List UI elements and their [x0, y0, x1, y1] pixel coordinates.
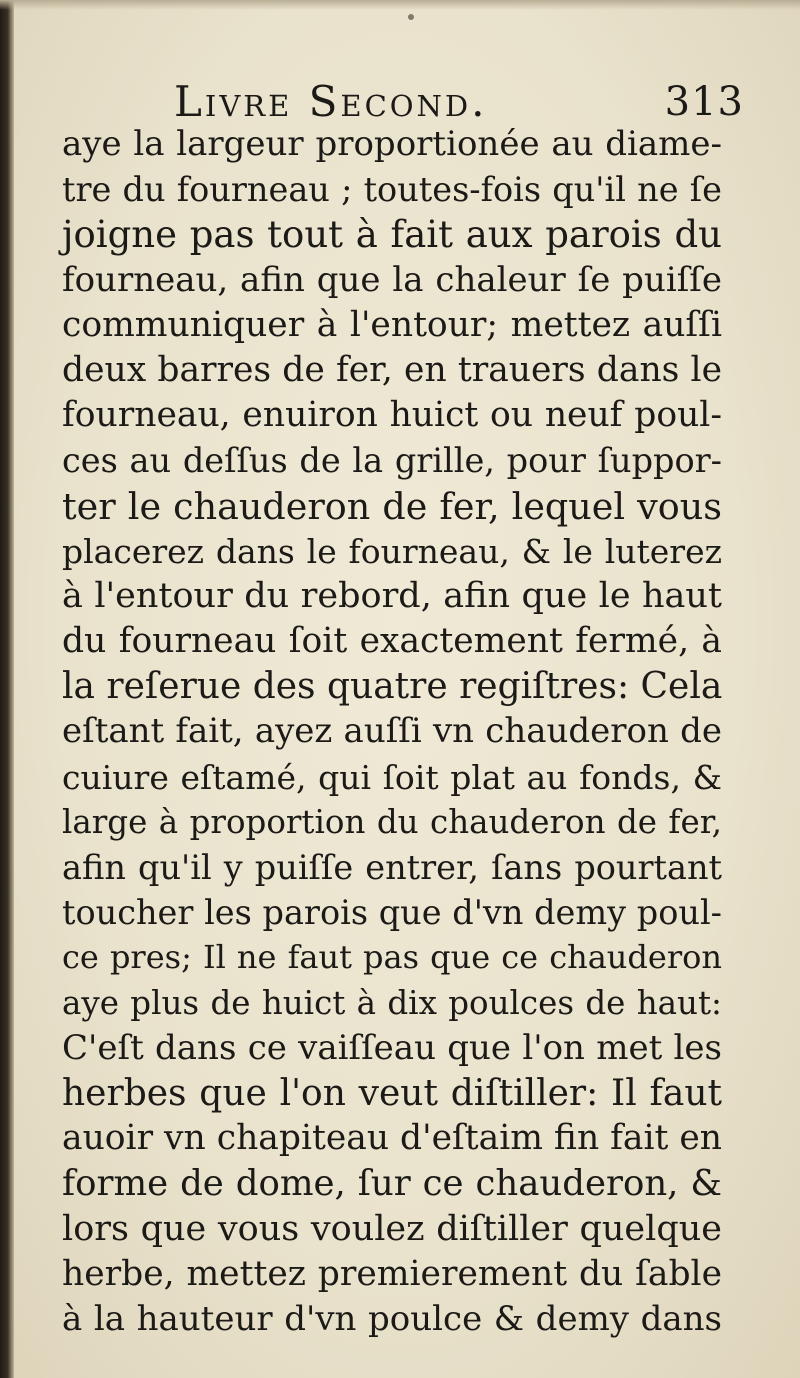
body-text	[62, 122, 722, 1342]
text-line: auoir vn chapiteau d'eſtaim fin fait en	[62, 1118, 722, 1159]
text-line: aye la largeur proportionée au diame-	[62, 124, 722, 164]
text-line: communiquer à l'entour; mettez auſſi	[62, 304, 722, 345]
text-line: à la hauteur d'vn poulce & demy dans	[62, 1298, 722, 1339]
text-line: large à proportion du chauderon de fer,	[62, 802, 722, 841]
page-number: 313	[664, 79, 744, 125]
text-line: C'eſt dans ce vaiſſeau que l'on met les	[62, 1027, 722, 1068]
text-line: cuiure eſtamé, qui ſoit plat au fonds, &	[62, 757, 722, 797]
text-line: à l'entour du rebord, afin que le haut	[62, 575, 722, 616]
text-line: toucher les parois que d'vn demy poul-	[62, 893, 722, 933]
text-line: afin qu'il y puiſſe entrer, ſans pourtant	[62, 848, 722, 887]
text-line: herbe, mettez premierement du ſable	[62, 1253, 722, 1294]
text-line: eſtant fait, ayez auſſi vn chauderon de	[62, 711, 722, 752]
text-line: placerez dans le fourneau, & le luterez	[62, 531, 722, 571]
page-top-shadow	[0, 0, 800, 10]
text-line: la reſerue des quatre regiſtres: Cela	[62, 666, 723, 708]
text-line: ter le chauderon de fer, lequel vous	[62, 484, 722, 528]
ink-speck	[408, 14, 414, 20]
text-line: herbes que l'on veut diſtiller: Il faut	[62, 1072, 722, 1114]
text-line: fourneau, enuiron huict ou neuf poul-	[62, 395, 722, 436]
text-line: ces au deſſus de la grille, pour ſuppor-	[62, 441, 722, 481]
text-line: joigne pas tout à fait aux parois du	[62, 213, 722, 257]
text-line: aye plus de huict à dix poulces de haut:	[62, 983, 722, 1022]
text-line: ce pres; Il ne faut pas que ce chauderon	[62, 938, 722, 977]
text-line: lors que vous voulez diſtiller quelque	[62, 1208, 722, 1249]
running-head: Livre Second.	[174, 77, 488, 126]
text-line: tre du fourneau ; toutes-fois qu'il ne ſe	[62, 170, 722, 210]
text-line: du fourneau ſoit exactement fermé, à	[62, 621, 722, 662]
text-line: deux barres de fer, en trauers dans le	[62, 349, 722, 390]
text-line: forme de dome, ſur ce chauderon, &	[62, 1163, 722, 1205]
book-gutter	[0, 0, 14, 1378]
text-line: fourneau, afin que la chaleur ſe puiſſe	[62, 259, 722, 300]
